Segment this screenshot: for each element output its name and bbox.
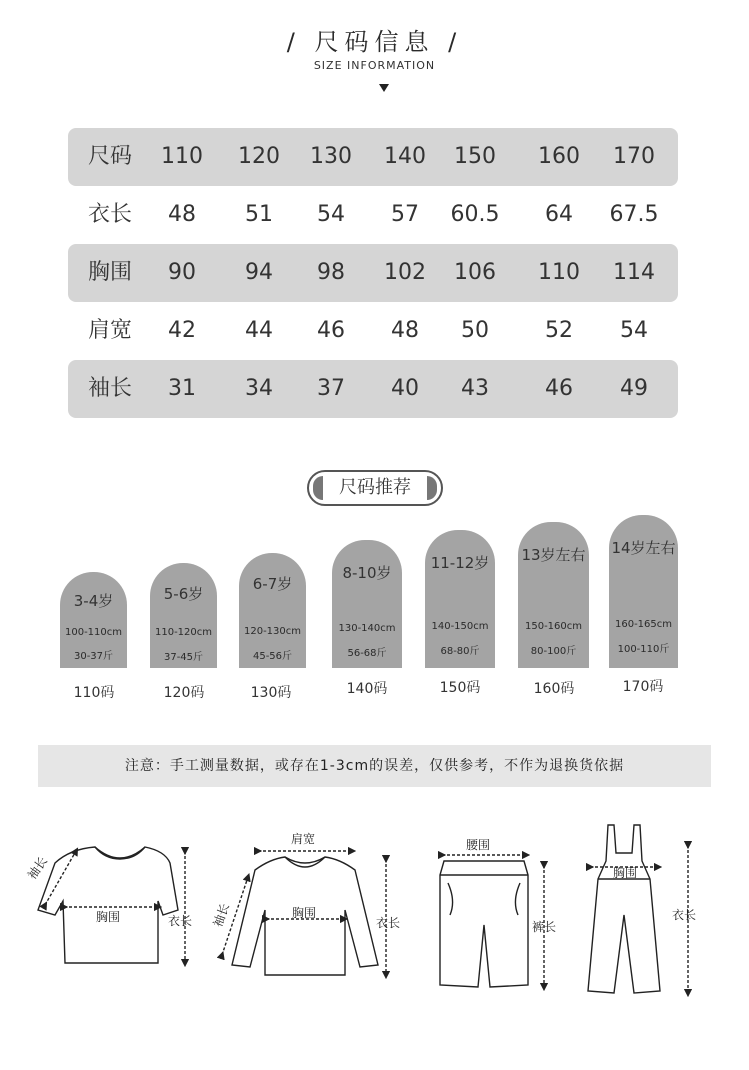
table-cell: 57 — [391, 202, 419, 227]
table-row-shoulder — [68, 302, 678, 360]
overalls-outline-icon — [588, 825, 660, 993]
table-cell: 46 — [317, 318, 345, 343]
table-cell: 170 — [613, 144, 655, 169]
down-arrow-icon — [379, 84, 389, 92]
card-size-label: 170码 — [622, 679, 664, 695]
table-cell: 110 — [161, 144, 203, 169]
card-size-label: 160码 — [533, 681, 575, 697]
card-weight: 30-37斤 — [73, 651, 114, 662]
card-height: 160-165cm — [614, 619, 673, 630]
table-cell: 98 — [317, 260, 345, 285]
size-card — [609, 515, 678, 668]
table-cell: 54 — [317, 202, 345, 227]
tshirt-diagram — [38, 847, 185, 963]
table-cell: 140 — [384, 144, 426, 169]
page-title: / 尺码信息 / — [286, 28, 463, 56]
row-label: 尺码 — [87, 144, 133, 169]
tshirt-sleeve-label: 袖长 — [24, 854, 51, 882]
table-cell: 40 — [391, 376, 419, 401]
size-card — [425, 530, 495, 668]
recommend-heading — [307, 470, 443, 506]
tshirt-length-label: 衣长 — [168, 914, 193, 928]
table-cell: 50 — [461, 318, 489, 343]
size-card — [239, 553, 306, 668]
card-size-label: 130码 — [250, 685, 292, 701]
table-cell: 130 — [310, 144, 352, 169]
card-age: 13岁左右 — [521, 546, 586, 564]
size-card — [332, 540, 402, 668]
card-age: 5-6岁 — [163, 585, 204, 603]
card-size-label: 120码 — [163, 685, 205, 701]
table-cell: 48 — [391, 318, 419, 343]
table-cell: 64 — [545, 202, 573, 227]
row-label: 肩宽 — [87, 318, 133, 343]
table-cell: 49 — [620, 376, 648, 401]
table-cell: 114 — [613, 260, 655, 285]
sweater-shoulder-label: 肩宽 — [291, 832, 316, 846]
table-cell: 94 — [245, 260, 273, 285]
card-height: 130-140cm — [338, 623, 396, 634]
row-label: 衣长 — [87, 202, 133, 227]
table-cell: 90 — [168, 260, 196, 285]
shorts-waist-label: 腰围 — [466, 838, 491, 852]
table-cell: 160 — [538, 144, 580, 169]
card-height: 120-130cm — [243, 626, 302, 637]
card-age: 6-7岁 — [252, 575, 293, 593]
card-weight: 45-56斤 — [252, 651, 293, 662]
shorts-outline-icon — [440, 861, 528, 987]
sweater-chest-label: 胸围 — [292, 906, 317, 920]
overalls-length-label: 衣长 — [672, 908, 697, 922]
card-height: 100-110cm — [64, 627, 123, 638]
table-cell: 102 — [384, 260, 426, 285]
sweater-sleeve-label: 袖长 — [210, 901, 233, 929]
table-row-size — [68, 128, 678, 186]
table-cell: 37 — [317, 376, 345, 401]
tshirt-outline-icon — [38, 847, 178, 963]
card-weight: 68-80斤 — [440, 646, 480, 657]
card-size-label: 140码 — [346, 681, 388, 697]
table-cell: 44 — [245, 318, 273, 343]
table-cell: 106 — [454, 260, 496, 285]
measurement-diagrams — [0, 815, 749, 1005]
size-card — [518, 522, 589, 668]
table-cell: 54 — [620, 318, 648, 343]
table-cell: 110 — [538, 260, 580, 285]
page-subtitle: SIZE INFORMATION — [313, 59, 436, 72]
card-weight: 80-100斤 — [530, 646, 577, 657]
table-row-sleeve — [68, 360, 678, 418]
row-label: 袖长 — [87, 376, 133, 401]
card-weight: 100-110斤 — [617, 644, 670, 655]
card-age: 11-12岁 — [430, 554, 490, 572]
table-cell: 42 — [168, 318, 196, 343]
shorts-length-label: 裤长 — [532, 920, 557, 934]
size-card — [150, 563, 217, 668]
recommend-title: 尺码推荐 — [339, 477, 411, 498]
sweater-length-label: 衣长 — [376, 916, 401, 930]
table-cell: 51 — [245, 202, 273, 227]
card-weight: 56-68斤 — [347, 648, 387, 659]
tshirt-chest-label: 胸围 — [96, 910, 121, 924]
card-age: 14岁左右 — [611, 539, 676, 557]
table-row-chest — [68, 244, 678, 302]
shorts-diagram — [440, 855, 544, 987]
card-height: 150-160cm — [524, 621, 583, 632]
table-cell: 34 — [245, 376, 273, 401]
card-height: 140-150cm — [431, 621, 489, 632]
table-cell: 46 — [545, 376, 573, 401]
disclaimer-note: 注意：手工测量数据，或存在1-3cm的误差，仅供参考，不作为退换货依据 — [38, 745, 711, 787]
table-cell: 48 — [168, 202, 196, 227]
card-size-label: 110码 — [73, 685, 115, 701]
table-cell: 52 — [545, 318, 573, 343]
table-cell: 67.5 — [609, 202, 659, 227]
card-weight: 37-45斤 — [163, 652, 204, 663]
table-cell: 31 — [168, 376, 196, 401]
table-cell: 150 — [454, 144, 496, 169]
table-cell: 43 — [461, 376, 489, 401]
card-size-label: 150码 — [439, 680, 481, 696]
overalls-chest-label: 胸围 — [613, 866, 638, 880]
table-cell: 120 — [238, 144, 280, 169]
size-card — [60, 572, 127, 668]
card-age: 3-4岁 — [73, 592, 114, 610]
table-cell: 60.5 — [450, 202, 500, 227]
card-age: 8-10岁 — [342, 564, 392, 582]
table-row-length — [68, 186, 678, 244]
card-height: 110-120cm — [154, 627, 213, 638]
row-label: 胸围 — [87, 260, 133, 285]
